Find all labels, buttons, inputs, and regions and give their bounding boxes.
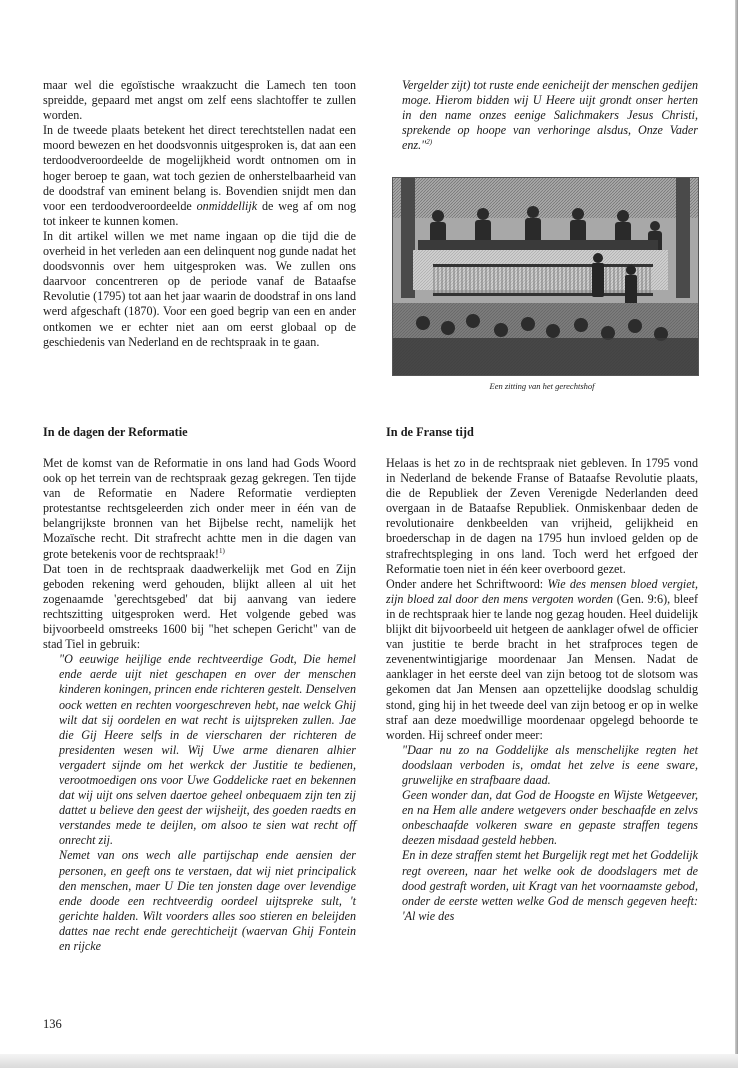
paragraph [386,577,698,743]
quote-text [402,78,698,153]
text-run: de weg af om nog tot inkeer te kunnen komen. [43,198,356,228]
courtroom-engraving [392,177,699,376]
paragraph: maar wel die egoïstische wraakzucht die Lamech ten toon spreidde, gepaard met angst om zelf eens slachtoffer te zullen worden. [43,78,356,123]
text-run: (Gen. 9:6), bleef in de rechtspraak hier te lande nog gezag houden. Heel duidelijk blijkt dit bijvoorbeeld uit hetgeen de aanklager ofwel de officier van justitie te berde bracht in het strafproces tegen de zevenentwintigjarige moordenaar Jan Mensen. Nadat de aanklager in het eerste deel van zijn betoog tot de slotsom was gekomen dat Jan Mensen aan opzettelijke doodslag schuldig stond, ging hij in het tweede deel van zijn betoog er op in welke straf aan deze moedwillige moordenaar opgelegd behoorde te worden. Hij schreef onder meer: [386,591,698,742]
right-column-quote-end [386,78,698,153]
figure-caption: Een zitting van het gerechtshof [489,381,595,391]
section-heading-franse-tijd: In de Franse tijd [386,425,474,439]
quote-text: Geen wonder dan, dat God de Hoogste en Wijste Wetgeever, en na Hem alle andere wetgevers onder beschaafde en zelvs onbeschaafde volkeren sware en gepaste straffen tegens deezen misdaad gesteld hebben. [402,788,698,848]
quote-text: "Daar nu zo na Goddelijke als menschelijke regten het doodslaan verboden is, omdat het zelve is eene sware, gruwelijke en strafbaare daad. [402,742,698,787]
text-run: Met de komst van de Reformatie in ons land had Gods Woord ook op het terrein van de rechtspraak gezag gekregen. Ten tijde van de Reformatie en Nadere Reformatie verdiepten protestantse rechtsgeleerden zich onder meer in één van de belangrijkste bronnen van het Bijbelse recht, namelijk het Mozaïsche recht. Dit strafrecht achtte men in die dagen van grote betekenis voor de rechtspraak! [43,456,356,561]
left-column-reformatie [43,456,356,954]
text-run: Onder andere het Schriftwoord: [386,576,548,591]
prayer-quote-end [386,78,698,153]
footnote-marker: 1) [218,546,225,555]
page-number: 136 [43,1017,62,1031]
prosecutor-quote [386,743,698,924]
italic-text: onmiddellijk [196,198,258,213]
text-run: In de tweede plaats betekent het direct terechtstellen nadat een moord bewezen en het doodsvonnis uitgesproken is, dat aan een terdoodveroordeelde de mogelijkheid wordt ontnomen om in hoger beroep te gaan, wat toch gezien de onherstelbaarheid van de doodstraf van eminent belang is. Bovendien snijdt men dan voor een terdoodveroordeelde [43,123,356,213]
italic-text: Wie des mensen bloed vergiet, zijn bloed zal door den mens vergoten worden [386,576,699,606]
prayer-quote [43,652,356,954]
paragraph [43,123,356,229]
courtroom-illustration [393,178,698,375]
right-column-franse-tijd [386,456,698,924]
quote-text: En in deze straffen stemt het Burgelijk regt met het Goddelijk regt overeen, naar het welke ook de doodslagers met de dood gestraft worden, uit Kragt van het voornaamste gebod, onder de eerste wetten welke God de mensch gegeven heeft: 'Al wie des [402,848,698,923]
paragraph: In dit artikel willen we met name ingaan op die tijd die de overheid in het verleden aan een delinquent nog gunde nadat het doodsvonnis over hem uitgesproken was. We zullen ons daarvoor concentreren op de periode vanaf de Bataafse Revolutie (1795) tot aan het jaar waarin de doodstraf in ons land werd afgeschaft (1870). Voor een goed begrip van een en ander ontkomen we er echter niet aan om eerst globaal op de geschiedenis van Nederland en de rechtspraak in te gaan. [43,228,356,349]
footnote-marker: 2) [426,138,433,147]
text-run: Vergelder zijt) tot ruste ende eenicheijt der menschen gedijen moge. Hierom bidden wij U Heere uijt grondt onser herten in den name onzes eenige Salichmakers Jesus Christi, sprekende op hoope van verhoringe alsdus, Onze Vader enz." [402,78,698,153]
quote-text: Nemet van ons wech alle partijschap ende aensien der personen, en geeft ons te verstaen, dat wij niet principalick den menschen, maer U Die ten jonsten dage over levendige ende doode een rechtveerdig oordeel uijtspreke sult, 't gerichte halden. Wilt voorders alles soo stieren en beleijden dattes nae recht ende gerechticheijt (waervan Ghij Fontein en rijcke [59,848,356,953]
page-bottom-edge [0,1054,738,1068]
paragraph [43,456,356,562]
paragraph: Helaas is het zo in de rechtspraak niet gebleven. In 1795 vond in Nederland de bekende Franse of Bataafse Revolutie plaats, die de Republiek der Zeven Verenigde Nederlanden deed overgaan in de Bataafse Republiek. Onmiskenbaar deden de revolutionaire denkbeelden van vrijheid, gelijkheid en broederschap in de dagen na 1795 hun invloed gelden op de strafrechtspleging in ons land. Toch werd het erfgoed der Reformatie toen niet in één keer overboord gezet. [386,456,698,576]
left-column-intro [43,78,356,350]
paragraph: Dat toen in de rechtspraak daadwerkelijk met God en Zijn geboden rekening werd gehouden, blijkt alleen al uit het zogenaamde 'gerechtsgebed' dat bij aanvang van iedere rechtszitting uitgesproken werd. Het volgende gebed was bijvoorbeeld omstreeks 1600 bij "het schepen Gericht" van de stad Tiel in gebruik: [43,561,356,652]
section-heading-reformatie: In de dagen der Reformatie [43,425,188,439]
quote-text: "O eeuwige heijlige ende rechtveerdige Godt, Die hemel ende aerde uijt niet geschapen en over der menschen kinderen koningen, princen ende richteren gestelt. Denselven oock wetten en rechten voorgeschreven hebt, nae welck Ghij wilt dat sij oordelen en wat recht is uijtspreken zullen. Jae die Gij Heere selfs in de vierscharen der richteren de presidenten wesen wil. Wij Uwe arme dienaren alhier vergadert sijnde om het werkck der Justitie te bedienen, verootmoedigen ons voor Uwe Goddelicke raet en bekennen dat wij uijt ons selven daertoe geheel onbequaem zijn ten zij dattet u believe den geest der wijsheijt, des goeden raedts en verstandes mede te deijlen, om alsoo te sien wat recht off onrecht zij. [59,652,356,848]
